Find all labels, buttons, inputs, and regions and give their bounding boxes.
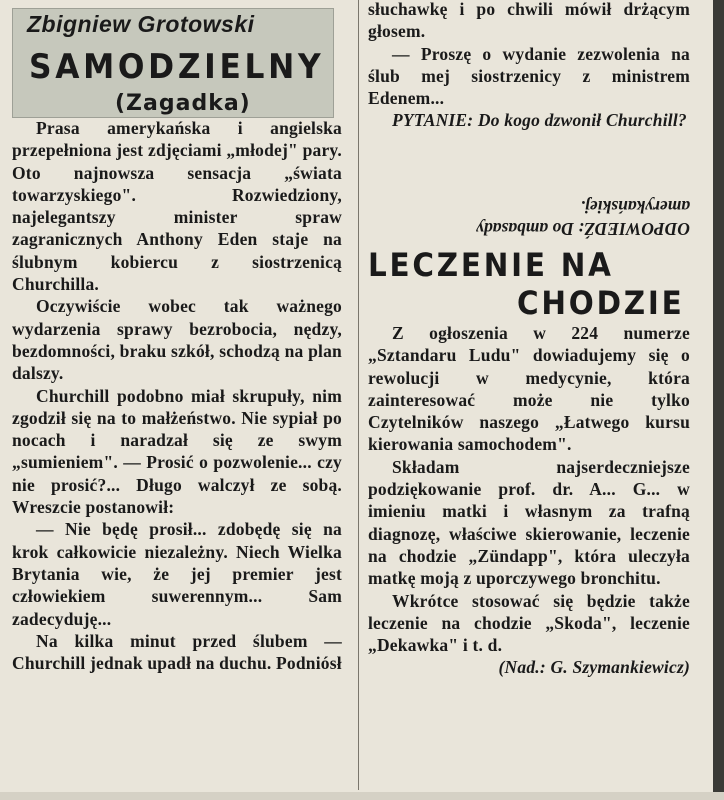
paragraph: Na kilka minut przed ślubem — Churchill jednak upadł na duchu. Podniósł [12,630,342,674]
paragraph: Prasa amerykańska i angielska przepełniona jest zdjęciami „młodej" pary. Oto najnowsza sensacja „świata towarzyskiego". Rozwiedziony, najelegantszy minister spraw zagranicznych Anthony Eden staje na ślubnym kobiercu z siostrzenicą Churchilla. [12,118,342,295]
paragraph: Oczywiście wobec tak ważnego wydarzenia sprawy bezrobocia, nędzy, bezdomności, braku szkół, schodzą na plan dalszy. [12,296,342,384]
heading-line-1: LECZENIE NA [368,246,614,284]
scan-edge [713,0,724,800]
paragraph: Z ogłoszenia w 224 numerze „Sztandaru Ludu" dowiadujemy się o rewolucji w medycynie, która zainteresować może nie tylko Czytelników naszego „Łatwego kursu kierowania samochodem". [368,323,690,455]
paragraph: — Nie będę prosił... zdobędę się na krok całkowicie niezależny. Niech Wielka Brytania wie, że jej premier jest człowiekiem suwerennym... Sam zadecyduję... [12,519,342,629]
left-column [12,117,342,674]
paragraph: Wkrótce stosować się będzie także leczenie na chodzie „Skoda", leczenie „Dekawka" i t. d. [368,590,690,656]
heading-line-2: CHODZIE [517,284,685,322]
article-title: SAMODZIELNY [29,47,325,87]
second-article-heading [368,246,690,322]
column-divider [358,0,359,790]
article-header [12,8,334,118]
upside-down-answer [368,190,690,240]
signature: (Nad.: G. Szymankiewicz) [498,657,690,678]
scan-bottom-edge [0,792,724,800]
right-column-bottom [368,322,690,679]
paragraph: Churchill podobno miał skrupuły, nim zgodził się na to małżeństwo. Nie sypiał po nocach i naradzał się ze swym „sumieniem". — Prosić o pozwolenie... czy nie prosić?... Długo walczył ze sobą. Wreszcie postanowił: [12,385,342,518]
right-column-top [368,0,690,132]
article-subtitle: (Zagadka) [115,91,251,116]
question-text: PYTANIE: Do kogo dzwonił Churchill? [392,110,687,131]
author-name: Zbigniew Grotowski [27,11,255,37]
quote-text: — Proszę o wydanie zezwolenia na ślub mej siostrzenicy z ministrem Edenem... [368,43,690,109]
answer-text: ODPOWIEDŹ: Do ambasady amerykańskiej. [476,196,690,239]
continuation-text: słuchawkę i po chwili mówił drżącym głosem. [368,0,690,42]
paragraph: Składam najserdeczniejsze podziękowanie prof. dr. A... G... w imieniu matki i własnym za trafną diagnozę, właściwe skierowanie, leczenie na chodzie „Zündapp", która uleczyła matkę moją z uporczywego bronchitu. [368,456,690,589]
